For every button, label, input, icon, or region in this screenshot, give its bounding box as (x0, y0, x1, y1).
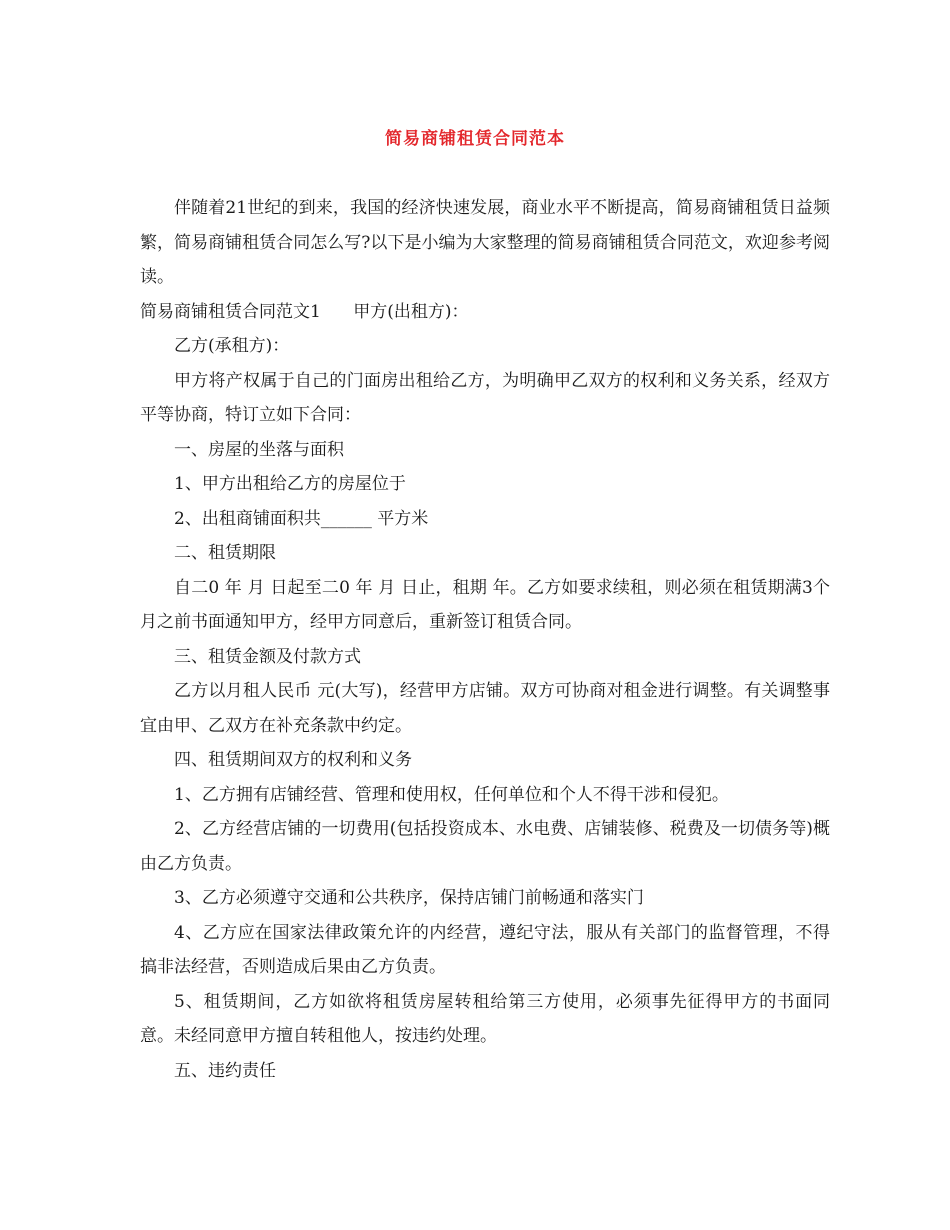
clause-term: 自二0 年 月 日起至二0 年 月 日止，租期 年。乙方如要求续租，则必须在租赁期满3个月之前书面通知甲方，经甲方同意后，重新签订租赁合同。 (140, 577, 830, 632)
paragraph-preamble: 甲方将产权属于自己的门面房出租给乙方，为明确甲乙双方的权利和义务关系，经双方平等协商，特订立如下合同： (140, 370, 830, 425)
clause-1-1: 1、甲方出租给乙方的房屋位于 (174, 474, 406, 494)
paragraph-party-b: 乙方(承租方)： (174, 336, 290, 356)
section-heading-term: 二、租赁期限 (174, 543, 276, 563)
clause-4-4: 4、乙方应在国家法律政策允许的内经营，遵纪守法，服从有关部门的监督管理，不得搞非法经营，否则造成后果由乙方负责。 (140, 922, 830, 977)
section-heading-liability: 五、违约责任 (174, 1060, 276, 1081)
paragraph-contract-heading: 简易商铺租赁合同范文1 甲方(出租方)： (140, 301, 469, 322)
clause-4-5: 5、租赁期间，乙方如欲将租赁房屋转租给第三方使用，必须事先征得甲方的书面同意。未经同意甲方擅自转租他人，按违约处理。 (140, 991, 830, 1046)
clause-rent: 乙方以月租人民币 元(大写)，经营甲方店铺。双方可协商对租金进行调整。有关调整事宜由甲、乙双方在补充条款中约定。 (140, 681, 830, 736)
section-heading-location: 一、房屋的坐落与面积 (174, 439, 344, 460)
section-heading-rights: 四、租赁期间双方的权利和义务 (174, 750, 412, 770)
clause-4-2: 2、乙方经营店铺的一切费用(包括投资成本、水电费、店铺装修、税费及一切债务等)概由乙方负责。 (140, 819, 830, 874)
clause-4-3: 3、乙方必须遵守交通和公共秩序，保持店铺门前畅通和落实门 (174, 888, 644, 908)
paragraph-intro: 伴随着21世纪的到来，我国的经济快速发展，商业水平不断提高，简易商铺租赁日益频繁，简易商铺租赁合同怎么写?以下是小编为大家整理的简易商铺租赁合同范文，欢迎参考阅读。 (140, 198, 830, 287)
document-body (140, 191, 830, 1088)
document-title: 简易商铺租赁合同范本 (385, 129, 565, 149)
section-heading-rent: 三、租赁金额及付款方式 (174, 646, 361, 667)
clause-4-1: 1、乙方拥有店铺经营、管理和使用权，任何单位和个人不得干涉和侵犯。 (174, 784, 729, 805)
clause-1-2: 2、出租商铺面积共______ 平方米 (174, 508, 429, 529)
